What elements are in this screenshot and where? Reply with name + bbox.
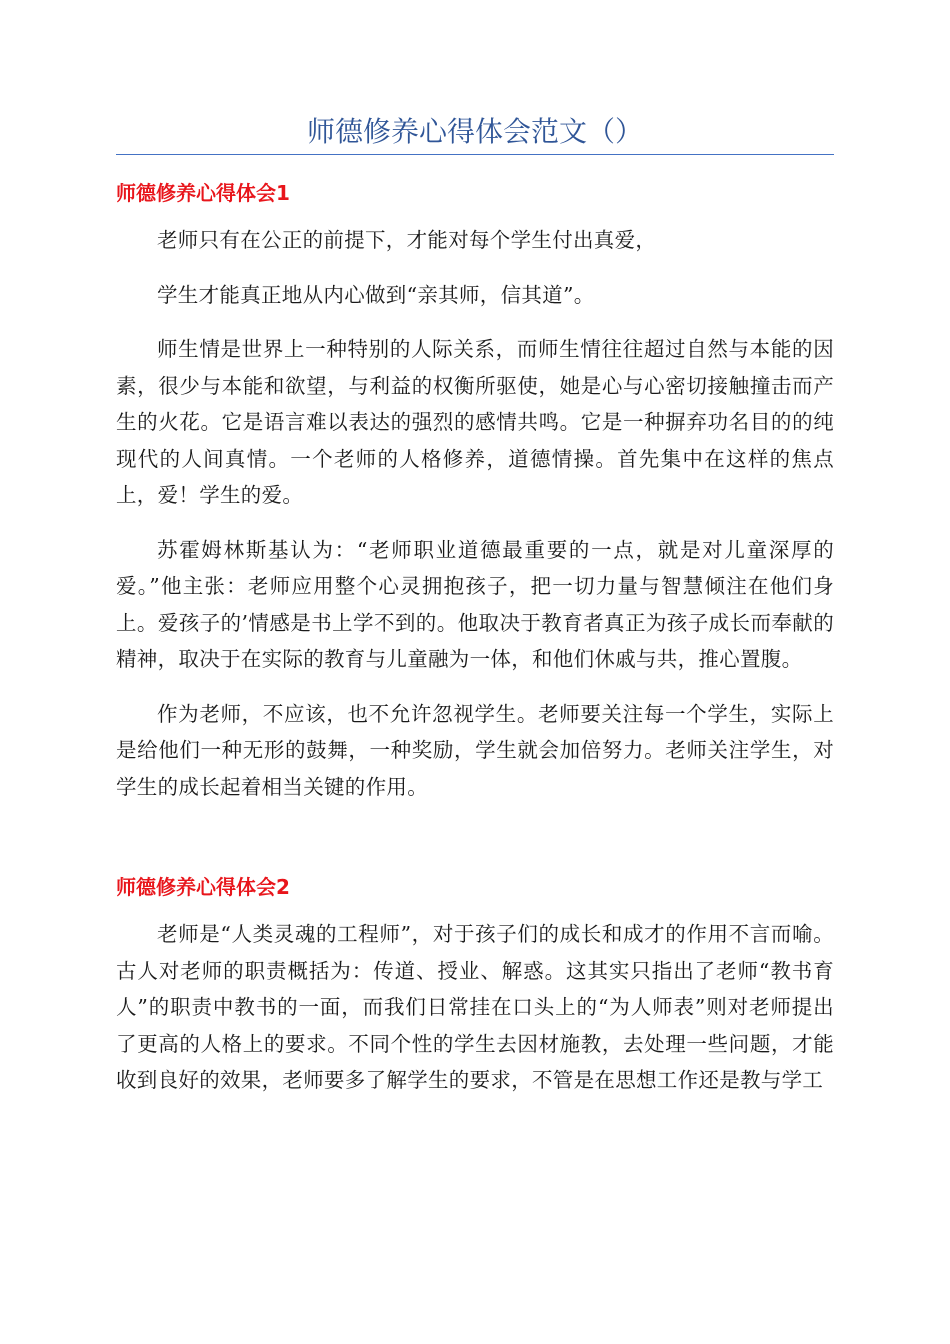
paragraph: 老师是“人类灵魂的工程师”，对于孩子们的成长和成才的作用不言而喻。古人对老师的职责概括为：传道、授业、解惑。这其实只指出了老师“教书育人”的职责中教书的一面，而我们日常挂在口头上的“为人师表”则对老师提出了更高的人格上的要求。不同个性的学生去因材施教，去处理一些问题，才能收到良好的效果，老师要多了解学生的要求，不管是在思想工作还是教与学工 bbox=[116, 922, 834, 1092]
section-heading: 师德修养心得体会1 bbox=[116, 181, 290, 205]
paragraph: 师生情是世界上一种特别的人际关系，而师生情往往超过自然与本能的因素，很少与本能和欲望，与利益的权衡所驱使，她是心与心密切接触撞击而产生的火花。它是语言难以表达的强烈的感情共鸣。它是一种摒弃功名目的的纯现代的人间真情。一个老师的人格修养，道德情操。首先集中在这样的焦点上，爱！学生的爱。 bbox=[116, 337, 834, 507]
section-heading: 师德修养心得体会2 bbox=[116, 875, 290, 899]
paragraph: 作为老师，不应该，也不允许忽视学生。老师要关注每一个学生，实际上是给他们一种无形的鼓舞，一种奖励，学生就会加倍努力。老师关注学生，对学生的成长起着相当关键的作用。 bbox=[116, 701, 834, 799]
paragraph: 老师只有在公正的前提下，才能对每个学生付出真爱， bbox=[157, 228, 657, 252]
paragraph: 苏霍姆林斯基认为：“老师职业道德最重要的一点，就是对儿童深厚的爱。”他主张：老师应用整个心灵拥抱孩子，把一切力量与智慧倾注在他们身上。爱孩子的’情感是书上学不到的。他取决于教育者真正为孩子成长而奉献的精神，取决于在实际的教育与儿童融为一体，和他们休戚与共，推心置腹。 bbox=[116, 537, 834, 671]
section-1 bbox=[116, 178, 834, 823]
title-divider bbox=[116, 154, 834, 155]
paragraph: 学生才能真正地从内心做到“亲其师，信其道”。 bbox=[157, 282, 595, 307]
document-title: 师德修养心得体会范文（） bbox=[306, 115, 643, 148]
section-2 bbox=[116, 872, 834, 1117]
